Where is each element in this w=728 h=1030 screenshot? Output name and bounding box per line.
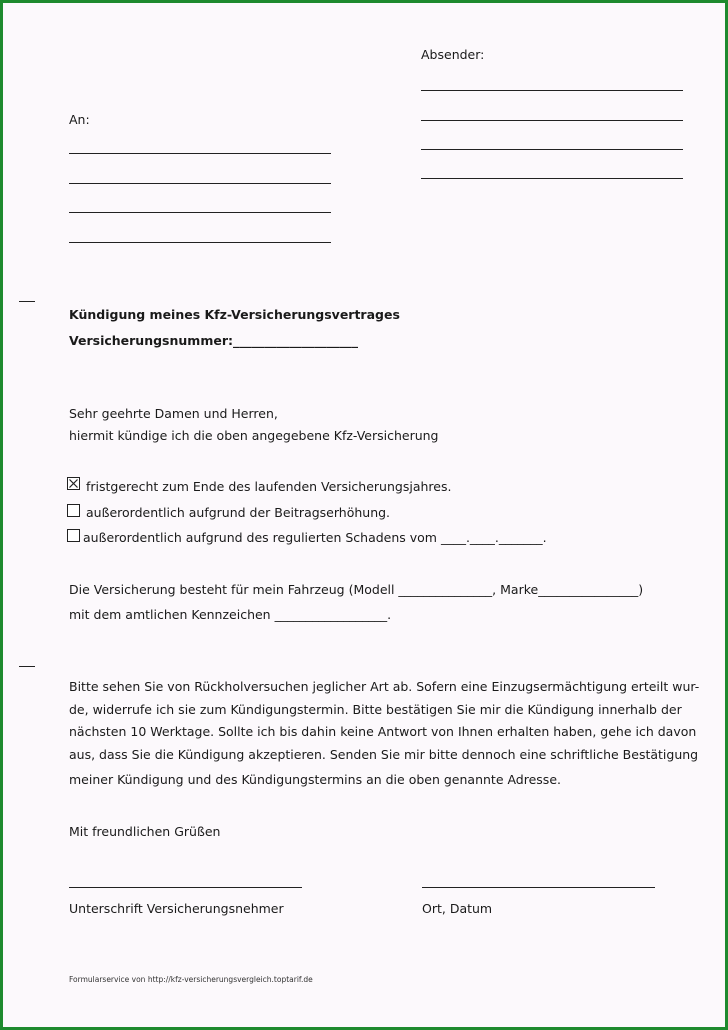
salutation: Sehr geehrte Damen und Herren, xyxy=(69,406,278,421)
recipient-line-4[interactable] xyxy=(69,242,331,243)
fold-mark-middle xyxy=(19,666,35,667)
subject-title: Kündigung meines Kfz-Versicherungsvertrages xyxy=(69,307,400,322)
recipient-label: An: xyxy=(69,112,90,127)
option-3-label: außerordentlich aufgrund des regulierten Schadens vom ____.____._______. xyxy=(83,530,547,545)
sender-label: Absender: xyxy=(421,47,485,62)
sender-line-3[interactable] xyxy=(421,149,683,150)
check-x-icon xyxy=(68,478,79,489)
footer-note: Formularservice von http://kfz-versicherungsvergleich.toptarif.de xyxy=(69,975,313,984)
body-line: aus, dass Sie die Kündigung akzeptieren. Senden Sie mir bitte dennoch eine schriftliche Bestätigung xyxy=(69,746,699,762)
signature-line[interactable] xyxy=(69,887,302,888)
body-line: de, widerrufe ich sie zum Kündigungstermin. Bitte bestätigen Sie mir die Kündigung innerhalb der xyxy=(69,701,682,717)
option-2-label: außerordentlich aufgrund der Beitragserhöhung. xyxy=(86,505,391,520)
body-line: meiner Kündigung und des Kündigungstermins an die oben genannte Adresse. xyxy=(69,772,561,787)
signature-label: Unterschrift Versicherungsnehmer xyxy=(69,901,284,916)
recipient-line-1[interactable] xyxy=(69,153,331,154)
recipient-line-3[interactable] xyxy=(69,212,331,213)
option-1-label: fristgerecht zum Ende des laufenden Versicherungsjahres. xyxy=(86,479,452,494)
vehicle-line-2: mit dem amtlichen Kennzeichen __________________. xyxy=(69,607,392,622)
recipient-line-2[interactable] xyxy=(69,183,331,184)
policy-number-label: Versicherungsnummer:____________________ xyxy=(69,333,358,348)
sender-line-2[interactable] xyxy=(421,120,683,121)
body-line: Bitte sehen Sie von Rückholversuchen jeglicher Art ab. Sofern eine Einzugsermächtigung erteilt wur- xyxy=(69,679,700,694)
fold-mark-top xyxy=(19,301,35,302)
sender-line-4[interactable] xyxy=(421,178,683,179)
option-1-checkbox[interactable] xyxy=(67,477,80,490)
option-2-checkbox[interactable] xyxy=(67,504,80,517)
option-3-checkbox[interactable] xyxy=(67,529,80,542)
body-paragraph xyxy=(69,676,699,792)
place-date-label: Ort, Datum xyxy=(422,901,493,916)
closing: Mit freundlichen Grüßen xyxy=(69,824,221,839)
intro-text: hiermit kündige ich die oben angegebene Kfz-Versicherung xyxy=(69,428,439,443)
vehicle-line-1: Die Versicherung besteht für mein Fahrzeug (Modell _______________, Marke________________) xyxy=(69,582,644,597)
body-line: nächsten 10 Werktage. Sollte ich bis dahin keine Antwort von Ihnen erhalten haben, gehe ich davon xyxy=(69,724,697,739)
sender-line-1[interactable] xyxy=(421,90,683,91)
place-date-line[interactable] xyxy=(422,887,655,888)
